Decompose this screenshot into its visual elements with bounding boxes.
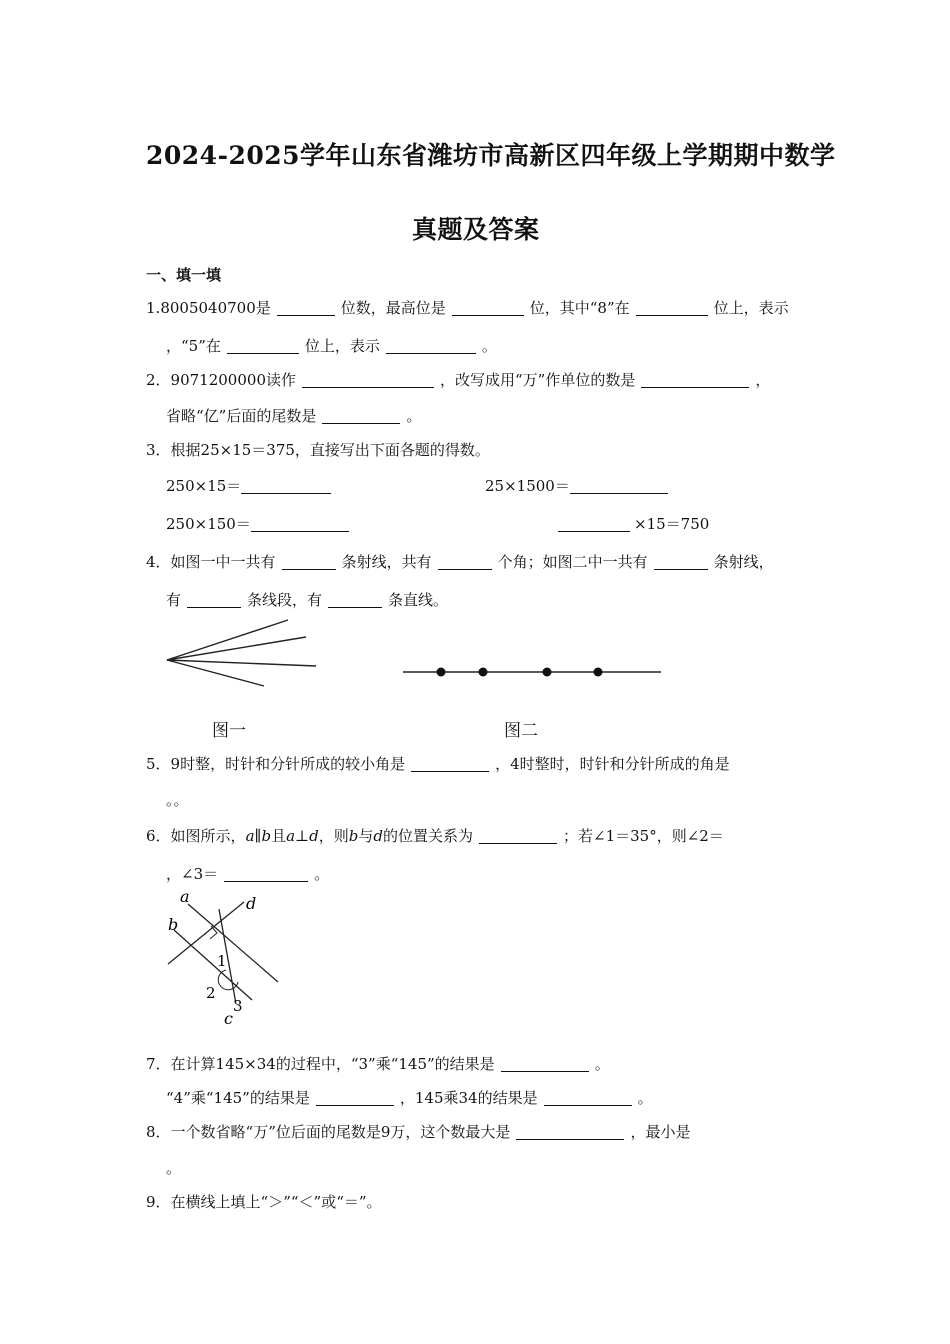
question-number: 6．: [146, 827, 171, 845]
question-7-line-1: 7．在计算145×34的过程中，“3”乘“145”的结果是 。: [146, 1055, 610, 1073]
figure-1-caption: 图一: [212, 721, 246, 741]
point: [437, 668, 446, 677]
label-angle-3: 3: [233, 997, 243, 1015]
question-number: 3．: [146, 441, 171, 459]
question-1-line-2: ，“5”在 位上，表示 。: [166, 337, 497, 355]
point: [479, 668, 488, 677]
question-8-line-2: 。: [166, 1159, 182, 1177]
figure-lines-angles: [160, 886, 280, 1026]
answer-blank[interactable]: [322, 407, 400, 424]
question-4-line-1: 4．如图一中一共有 条射线，共有 个角；如图二中一共有 条射线，: [146, 553, 774, 571]
section-heading: 一、填一填: [146, 266, 222, 284]
answer-blank[interactable]: [302, 371, 434, 388]
answer-blank[interactable]: [558, 515, 630, 532]
question-8-line-1: 8．一个数省略“万”位后面的尾数是9万，这个数最大是 ，最小是: [146, 1123, 691, 1141]
question-number: 9．: [146, 1193, 171, 1211]
question-3-expr-3: 250×150＝: [166, 514, 355, 534]
question-2-line-2: 省略“亿”后面的尾数是 。: [166, 407, 422, 425]
answer-blank[interactable]: [501, 1055, 589, 1072]
answer-blank[interactable]: [328, 591, 382, 608]
answer-blank[interactable]: [187, 591, 241, 608]
answer-blank[interactable]: [227, 337, 299, 354]
answer-blank[interactable]: [224, 865, 308, 882]
question-number: 5．: [146, 755, 171, 773]
label-b: b: [168, 915, 179, 934]
answer-blank[interactable]: [479, 827, 557, 844]
angle-arc: [218, 970, 238, 990]
question-3-intro: 3．根据25×15＝375，直接写出下面各题的得数。: [146, 441, 490, 459]
point: [543, 668, 552, 677]
question-number: 4．: [146, 553, 171, 571]
point: [594, 668, 603, 677]
figure-1-rays: [160, 612, 330, 702]
question-2-line-1: 2．9071200000读作 ，改写成用“万”作单位的数是 ，: [146, 371, 771, 389]
question-3-expr-2: 25×1500＝: [485, 476, 674, 496]
answer-blank[interactable]: [516, 1123, 624, 1140]
question-5-line-1: 5．9时整，时针和分针所成的较小角是 ，4时整时，时针和分针所成的角是: [146, 755, 730, 773]
ray: [167, 660, 316, 666]
question-number: 1.: [146, 299, 161, 317]
question-9-line-1: 9．在横线上填上“＞”“＜”或“＝”。: [146, 1193, 382, 1211]
label-angle-1: 1: [217, 952, 227, 970]
ray: [167, 620, 288, 660]
figure-2-caption: 图二: [504, 721, 538, 741]
question-1-line-1: 1.8005040700是 位数，最高位是 位，其中“8”在 位上，表示: [146, 299, 789, 317]
page-subtitle: 真题及答案: [412, 215, 540, 244]
page-title: 2024-2025学年山东省潍坊市高新区四年级上学期期中数学: [146, 141, 836, 170]
question-4-line-2: 有 条线段，有 条直线。: [166, 591, 449, 609]
label-angle-2: 2: [206, 984, 216, 1002]
answer-blank[interactable]: [636, 299, 708, 316]
line-a: [188, 904, 278, 982]
question-7-line-2: “4”乘“145”的结果是 ，145乘34的结果是 。: [166, 1089, 653, 1107]
question-3-expr-4: ×15＝750: [558, 514, 709, 534]
answer-blank[interactable]: [544, 1089, 632, 1106]
question-number: 8．: [146, 1123, 171, 1141]
answer-blank[interactable]: [251, 515, 349, 532]
answer-blank[interactable]: [570, 477, 668, 494]
answer-blank[interactable]: [277, 299, 335, 316]
answer-blank[interactable]: [438, 553, 492, 570]
ray: [167, 637, 306, 660]
question-number: 7．: [146, 1055, 171, 1073]
question-number: 2．: [146, 371, 171, 389]
answer-blank[interactable]: [641, 371, 749, 388]
answer-blank[interactable]: [654, 553, 708, 570]
answer-blank[interactable]: [241, 477, 331, 494]
question-6-line-2: ，∠3＝ 。: [166, 865, 330, 883]
answer-blank[interactable]: [316, 1089, 394, 1106]
label-a: a: [180, 887, 190, 906]
answer-blank[interactable]: [282, 553, 336, 570]
question-3-expr-1: 250×15＝: [166, 476, 337, 496]
question-5-line-2: 。。: [166, 791, 189, 809]
answer-blank[interactable]: [386, 337, 476, 354]
answer-blank[interactable]: [452, 299, 524, 316]
question-6-line-1: 6．如图所示，a∥b且a⊥d，则b与d的位置关系为 ；若∠1＝35°，则∠2＝: [146, 827, 724, 845]
line-d: [168, 902, 244, 964]
label-c: c: [224, 1009, 233, 1026]
figure-2-line-points: [398, 660, 668, 684]
answer-blank[interactable]: [411, 755, 489, 772]
label-d: d: [246, 894, 257, 913]
